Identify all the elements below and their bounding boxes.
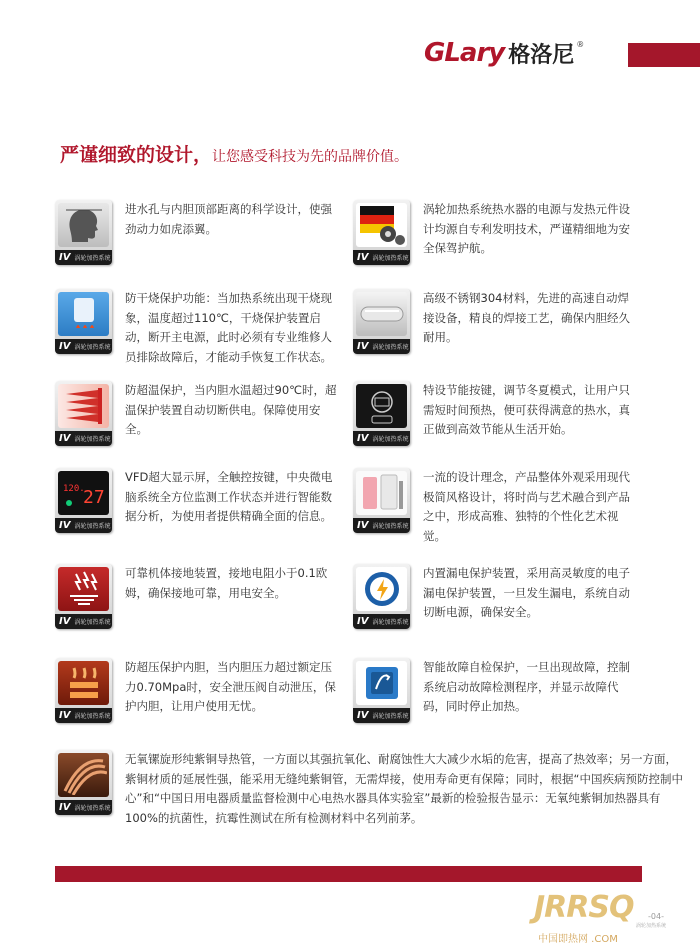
headline-sub: 让您感受科技为先的品牌价值。 <box>212 149 409 165</box>
product-badge: IV 涡轮加热系统 <box>353 614 410 629</box>
product-badge: IV 涡轮加热系统 <box>353 518 410 533</box>
feature-text: 高级不锈钢304材料，先进的高速自动焊接设备，精良的焊接工艺，确保内胆经久耐用。 <box>423 291 630 344</box>
feature-right-6 <box>353 658 638 723</box>
product-badge: IV 涡轮加热系统 <box>55 250 112 265</box>
feature-right-4 <box>353 468 638 546</box>
feature-left-4 <box>55 468 340 533</box>
feature-text: 防超压保护内胆，当内胆压力超过额定压力0.70Mpa时，安全泄压阀自动泄压，保护内胆，让用户使用无忧。 <box>125 660 336 713</box>
leakage-protect-icon <box>353 564 410 629</box>
feature-text: 内置漏电保护装置，采用高灵敏度的电子漏电保护装置，一旦发生漏电，系统自动切断电源，确保安全。 <box>423 566 630 619</box>
top-bar-left <box>0 43 400 67</box>
feature-text: 特设节能按键，调节冬夏模式，让用户只需短时间预热，便可获得满意的热水，真正做到高效节能从生活开始。 <box>423 383 630 436</box>
feature-text: 涡轮加热系统热水器的电源与发热元件设计均源自专利发明技术，严谨精细地为安全保驾护航。 <box>423 202 630 255</box>
heater-flame-icon <box>55 289 112 354</box>
feature-text: 可靠机体接地装置，接地电阻小于0.1欧姆，确保接地可靠，用电安全。 <box>125 566 328 600</box>
logo-chinese: 格洛尼 <box>508 42 575 68</box>
product-badge: IV 涡轮加热系统 <box>55 800 112 815</box>
feature-right-2 <box>353 289 638 354</box>
feature-text: 一流的设计理念，产品整体外观采用现代极简风格设计，将时尚与艺术融合到产品之中，形成高雅、独特的个性化艺术视觉。 <box>423 470 630 543</box>
germany-gears-icon <box>353 200 410 265</box>
grounding-icon <box>55 564 112 629</box>
bottom-bar <box>55 866 642 882</box>
product-badge: IV 涡轮加热系统 <box>55 614 112 629</box>
product-badge: IV 涡轮加热系统 <box>55 431 112 446</box>
svg-text:120.: 120. <box>62 484 85 494</box>
product-badge: IV 涡轮加热系统 <box>353 339 410 354</box>
watermark-site: 中国即热网 .COM <box>538 934 618 945</box>
product-badge: IV 涡轮加热系统 <box>55 339 112 354</box>
product-badge: IV 涡轮加热系统 <box>353 250 410 265</box>
product-badge: IV 涡轮加热系统 <box>55 518 112 533</box>
feature-right-5 <box>353 564 638 629</box>
product-badge: IV 涡轮加热系统 <box>353 431 410 446</box>
product-badge: IV 涡轮加热系统 <box>55 708 112 723</box>
energy-button-icon <box>353 381 410 446</box>
feature-text: 智能故障自检保护，一旦出现故障，控制系统启动故障检测程序，并显示故障代码，同时停止加热。 <box>423 660 630 713</box>
page-footer-note: 涡轮加热系统 <box>636 923 667 929</box>
page-number: -04- <box>648 912 664 921</box>
feature-wide <box>55 750 685 828</box>
feature-right-3 <box>353 381 638 446</box>
feature-right-1 <box>353 200 638 265</box>
feature-text: 防超温保护，当内胆水温超过90℃时，超温保护装置自动切断供电。保障使用安全。 <box>125 383 337 436</box>
steel-tank-icon <box>353 289 410 354</box>
page-headline <box>60 140 408 167</box>
digital-display-icon <box>55 468 112 533</box>
feature-text: 无氧镙旋形纯紫铜导热管，一方面以其强抗氧化、耐腐蚀性大大减少水垢的危害，提高了热效率；另一方面，紫铜材质的延展性强，能采用无缝纯紫铜管，无需焊接，使用寿命更有保障；同时，根据“中国疾病预防控制中心”和“中国日用电器质量监督检测中心电热水器具体实验室”最新的检验报告显示：无氧纯紫铜加热器具有100%的抗菌性，抗霉性测试在所有检测材料中名列前茅。 <box>125 752 683 825</box>
logo-english: GLary <box>424 38 505 68</box>
svg-text:27: 27 <box>82 487 105 508</box>
feature-left-2 <box>55 289 340 367</box>
headline-main: 严谨细致的设计， <box>60 144 213 166</box>
product-badge: IV 涡轮加热系统 <box>353 708 410 723</box>
top-bar-accent <box>628 43 700 67</box>
feature-text: VFD超大显示屏，全触控按键，中央微电脑系统全方位监测工作状态并进行智能数据分析，为使用者提供精确全面的信息。 <box>125 470 333 523</box>
head-profile-icon <box>55 200 112 265</box>
registered-mark: ® <box>576 40 585 49</box>
feature-left-1 <box>55 200 340 265</box>
product-design-icon <box>353 468 410 533</box>
feature-text: 进水孔与内胆顶部距离的科学设计，使强劲动力如虎添翼。 <box>125 202 332 236</box>
feature-left-5 <box>55 564 340 629</box>
copper-coil-icon <box>55 750 112 815</box>
pressure-valve-icon <box>55 658 112 723</box>
feature-left-3 <box>55 381 340 446</box>
watermark-logo: JRRSQ <box>534 890 634 925</box>
overheat-spikes-icon <box>55 381 112 446</box>
brand-logo <box>424 34 624 72</box>
feature-left-6 <box>55 658 340 723</box>
fault-chip-icon <box>353 658 410 723</box>
feature-text: 防干烧保护功能：当加热系统出现干烧现象，温度超过110℃，干烧保护装置启动，断开主电源，此时必须有专业维修人员排除故障后，才能动手恢复工作状态。 <box>125 291 332 364</box>
